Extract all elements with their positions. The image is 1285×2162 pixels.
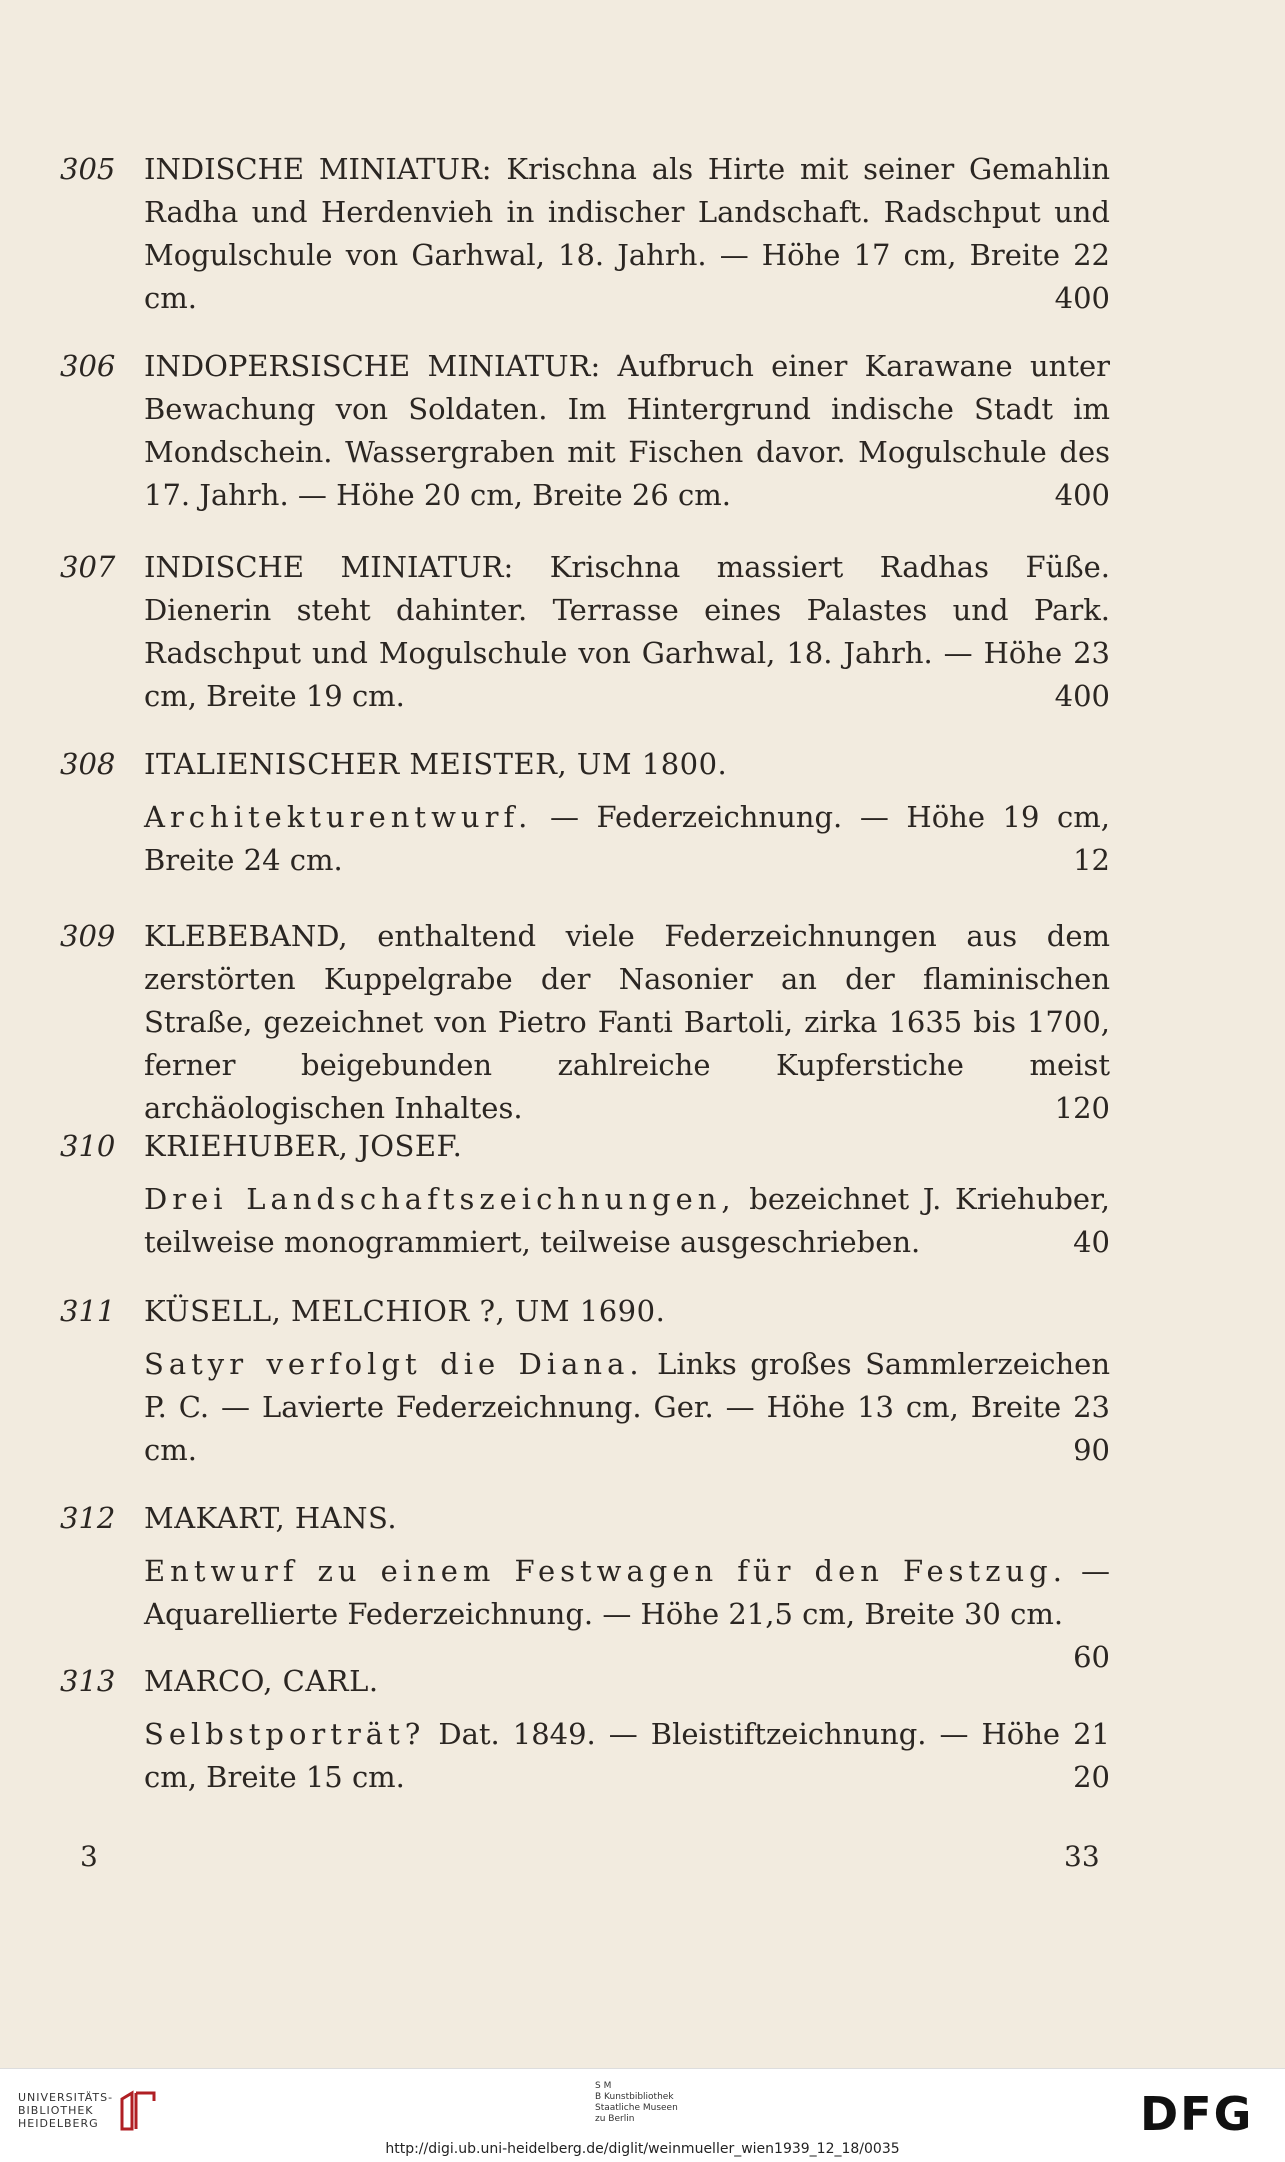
uni-line: UNIVERSITÄTS- [18, 2091, 114, 2104]
entry-text: bezeichnet J. Kriehuber, teilweise monogrammiert, teilweise ausgeschrieben. [144, 1182, 1110, 1259]
work-title: Architekturentwurf. [144, 800, 533, 834]
entry-body [144, 1497, 1110, 1679]
university-library-label[interactable] [18, 2091, 113, 2130]
catalogue-entry [60, 1125, 1110, 1264]
smb-logo[interactable] [595, 2081, 678, 2125]
work-title: Satyr verfolgt die Diana. [144, 1347, 644, 1381]
smb-line: S M [595, 2081, 612, 2091]
entry-body [144, 1125, 1110, 1264]
lot-number: 307 [60, 550, 116, 584]
entry-text: — Aquarellierte Federzeichnung. — Höhe 21,5 cm, Breite 30 cm. [144, 1554, 1110, 1631]
entry-body [144, 1290, 1110, 1472]
signature-mark: 3 [80, 1840, 98, 1873]
work-title: Entwurf zu einem Festwagen für den Festzug. [144, 1554, 1067, 1588]
lot-number: 312 [60, 1501, 116, 1535]
work-title: Drei Landschaftszeichnungen, [144, 1182, 736, 1216]
catalogue-entry [60, 915, 1110, 1130]
artist-heading: MARCO, CARL. [144, 1664, 379, 1698]
permalink-url[interactable]: http://digi.ub.uni-heidelberg.de/diglit/weinmueller_wien1939_12_18/0035 [385, 2141, 900, 2157]
entry-text: — Federzeichnung. — Höhe 19 cm, Breite 24 cm. [144, 800, 1110, 877]
lot-price: 400 [1054, 478, 1110, 512]
lot-price: 400 [1054, 281, 1110, 315]
entry-text: INDISCHE MINIATUR: Krischna massiert Radhas Füße. Dienerin steht dahinter. Terrasse eines Palastes und Park. Radschput und Mogulschule von Garhwal, 18. Jahrh. — Höhe 23 cm, Breite 19 cm. [144, 550, 1110, 713]
lot-price: 40 [1073, 1225, 1110, 1259]
lot-number: 310 [60, 1129, 116, 1163]
lot-price: 400 [1054, 679, 1110, 713]
entry-text: KLEBEBAND, enthaltend viele Federzeichnungen aus dem zerstörten Kuppelgrabe der Nasonier an der flaminischen Straße, gezeichnet von Pietro Fanti Bartoli, zirka 1635 bis 1700, ferner beigebunden zahlreiche Kupferstiche meist archäologischen Inhaltes. [144, 919, 1110, 1125]
lot-number: 308 [60, 747, 116, 781]
catalogue-entry [60, 546, 1110, 718]
catalogue-entry [60, 1660, 1110, 1799]
digitization-footer [0, 2068, 1285, 2162]
artist-heading: ITALIENISCHER MEISTER, UM 1800. [144, 747, 728, 781]
catalogue-entry [60, 1497, 1110, 1679]
entry-body [144, 1660, 1110, 1799]
entry-body [144, 915, 1110, 1130]
university-logo-icon[interactable] [118, 2089, 158, 2137]
uni-line: BIBLIOTHEK [18, 2104, 94, 2117]
lot-price: 120 [1054, 1091, 1110, 1125]
entry-body [144, 345, 1110, 517]
work-title: Selbstporträt? [144, 1717, 426, 1751]
smb-line: zu Berlin [595, 2114, 635, 2124]
artist-heading: KÜSELL, MELCHIOR ?, UM 1690. [144, 1294, 666, 1328]
lot-price: 90 [1073, 1433, 1110, 1467]
entry-text: INDOPERSISCHE MINIATUR: Aufbruch einer Karawane unter Bewachung von Soldaten. Im Hintergrund indische Stadt im Mondschein. Wassergraben mit Fischen davor. Mogulschule des 17. Jahrh. — Höhe 20 cm, Breite 26 cm. [144, 349, 1110, 512]
dfg-logo[interactable]: DFG [1140, 2087, 1254, 2141]
entry-text: INDISCHE MINIATUR: Krischna als Hirte mit seiner Gemahlin Radha und Herdenvieh in indischer Landschaft. Radschput und Mogulschule von Garhwal, 18. Jahrh. — Höhe 17 cm, Breite 22 cm. [144, 152, 1110, 315]
artist-heading: MAKART, HANS. [144, 1501, 398, 1535]
artist-heading: KRIEHUBER, JOSEF. [144, 1129, 463, 1163]
uni-line: HEIDELBERG [18, 2117, 99, 2130]
lot-number: 311 [60, 1294, 116, 1328]
lot-number: 313 [60, 1664, 116, 1698]
page-number: 33 [1064, 1840, 1100, 1873]
entry-description [144, 1343, 1110, 1472]
entry-description [144, 1713, 1110, 1799]
lot-number: 309 [60, 919, 116, 953]
catalogue-entry [60, 345, 1110, 517]
entry-body [144, 546, 1110, 718]
catalogue-entry [60, 1290, 1110, 1472]
catalogue-entry [60, 148, 1110, 320]
lot-price: 20 [1073, 1760, 1110, 1794]
lot-price: 60 [1073, 1640, 1110, 1674]
entry-description [144, 1550, 1110, 1674]
entry-text: Dat. 1849. — Bleistiftzeichnung. — Höhe 21 cm, Breite 15 cm. [144, 1717, 1110, 1794]
catalogue-entry [60, 743, 1110, 882]
entry-body [144, 148, 1110, 320]
smb-line: B Kunstbibliothek [595, 2092, 674, 2102]
entry-description [144, 1178, 1110, 1264]
entry-description [144, 796, 1110, 882]
lot-number: 305 [60, 152, 116, 186]
entry-body [144, 743, 1110, 882]
lot-price: 12 [1073, 843, 1110, 877]
lot-number: 306 [60, 349, 116, 383]
smb-line: Staatliche Museen [595, 2103, 678, 2113]
entry-text: Links großes Sammlerzeichen P. C. — Lavierte Federzeichnung. Ger. — Höhe 13 cm, Breite 23 cm. [144, 1347, 1110, 1467]
